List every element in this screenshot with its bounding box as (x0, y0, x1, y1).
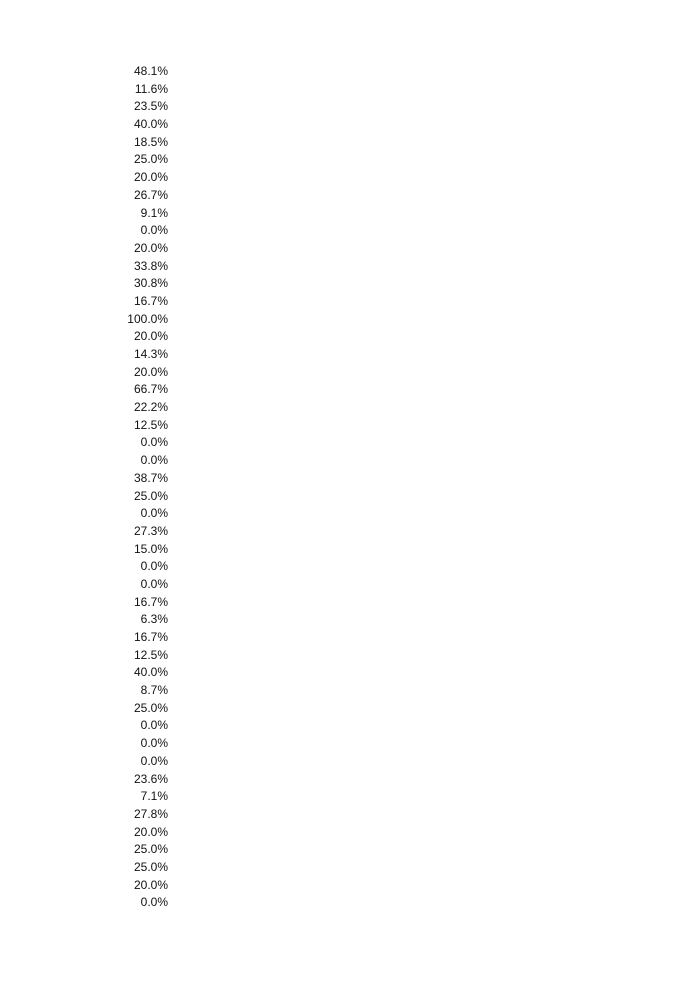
percentage-cell: 15.0% (133, 541, 168, 556)
percentage-cell: 9.1% (140, 205, 168, 220)
percentage-cell: 0.0% (140, 453, 168, 468)
percentage-cell: 40.0% (133, 665, 168, 680)
percentage-cell: 8.7% (140, 683, 168, 698)
percentage-cell: 11.6% (134, 81, 168, 96)
percentage-cell: 18.5% (133, 134, 168, 149)
percentage-cell: 25.0% (133, 700, 168, 715)
percentage-cell: 0.0% (140, 718, 168, 733)
percentage-cell: 22.2% (133, 400, 168, 415)
percentage-cell: 100.0% (127, 311, 168, 326)
percentage-cell: 33.8% (133, 258, 168, 273)
percentage-cell: 20.0% (133, 824, 168, 839)
percentage-cell: 0.0% (140, 435, 168, 450)
percentage-column (108, 63, 168, 912)
percentage-cell: 25.0% (133, 152, 168, 167)
percentage-cell: 30.8% (133, 276, 168, 291)
percentage-cell: 20.0% (133, 240, 168, 255)
percentage-cell: 26.7% (133, 187, 168, 202)
percentage-cell: 27.3% (133, 523, 168, 538)
percentage-cell: 0.0% (140, 559, 168, 574)
percentage-cell: 23.6% (133, 771, 168, 786)
percentage-cell: 66.7% (133, 382, 168, 397)
percentage-cell: 20.0% (133, 877, 168, 892)
percentage-cell: 0.0% (140, 736, 168, 751)
percentage-cell: 40.0% (133, 117, 168, 132)
percentage-cell: 0.0% (140, 506, 168, 521)
percentage-cell: 16.7% (133, 293, 168, 308)
percentage-cell: 16.7% (133, 630, 168, 644)
percentage-cell: 7.1% (140, 789, 168, 804)
percentage-cell: 23.5% (133, 99, 168, 114)
percentage-cell: 25.0% (133, 842, 168, 857)
percentage-cell: 16.7% (133, 594, 168, 609)
percentage-cell: 20.0% (133, 329, 168, 344)
percentage-cell: 20.0% (133, 170, 168, 185)
percentage-cell: 12.5% (133, 647, 168, 662)
percentage-cell: 6.3% (140, 612, 168, 627)
percentage-cell: 27.8% (133, 806, 168, 821)
percentage-cell: 38.7% (133, 470, 168, 485)
percentage-cell: 48.1% (133, 64, 168, 78)
percentage-cell: 0.0% (140, 753, 168, 768)
percentage-cell: 0.0% (140, 223, 168, 238)
percentage-cell: 25.0% (133, 488, 168, 503)
percentage-cell: 0.0% (140, 576, 168, 591)
percentage-cell: 0.0% (140, 895, 168, 910)
percentage-cell: 12.5% (133, 417, 168, 432)
percentage-cell: 25.0% (133, 859, 168, 874)
percentage-cell: 20.0% (133, 364, 168, 379)
percentage-cell: 14.3% (133, 347, 168, 361)
